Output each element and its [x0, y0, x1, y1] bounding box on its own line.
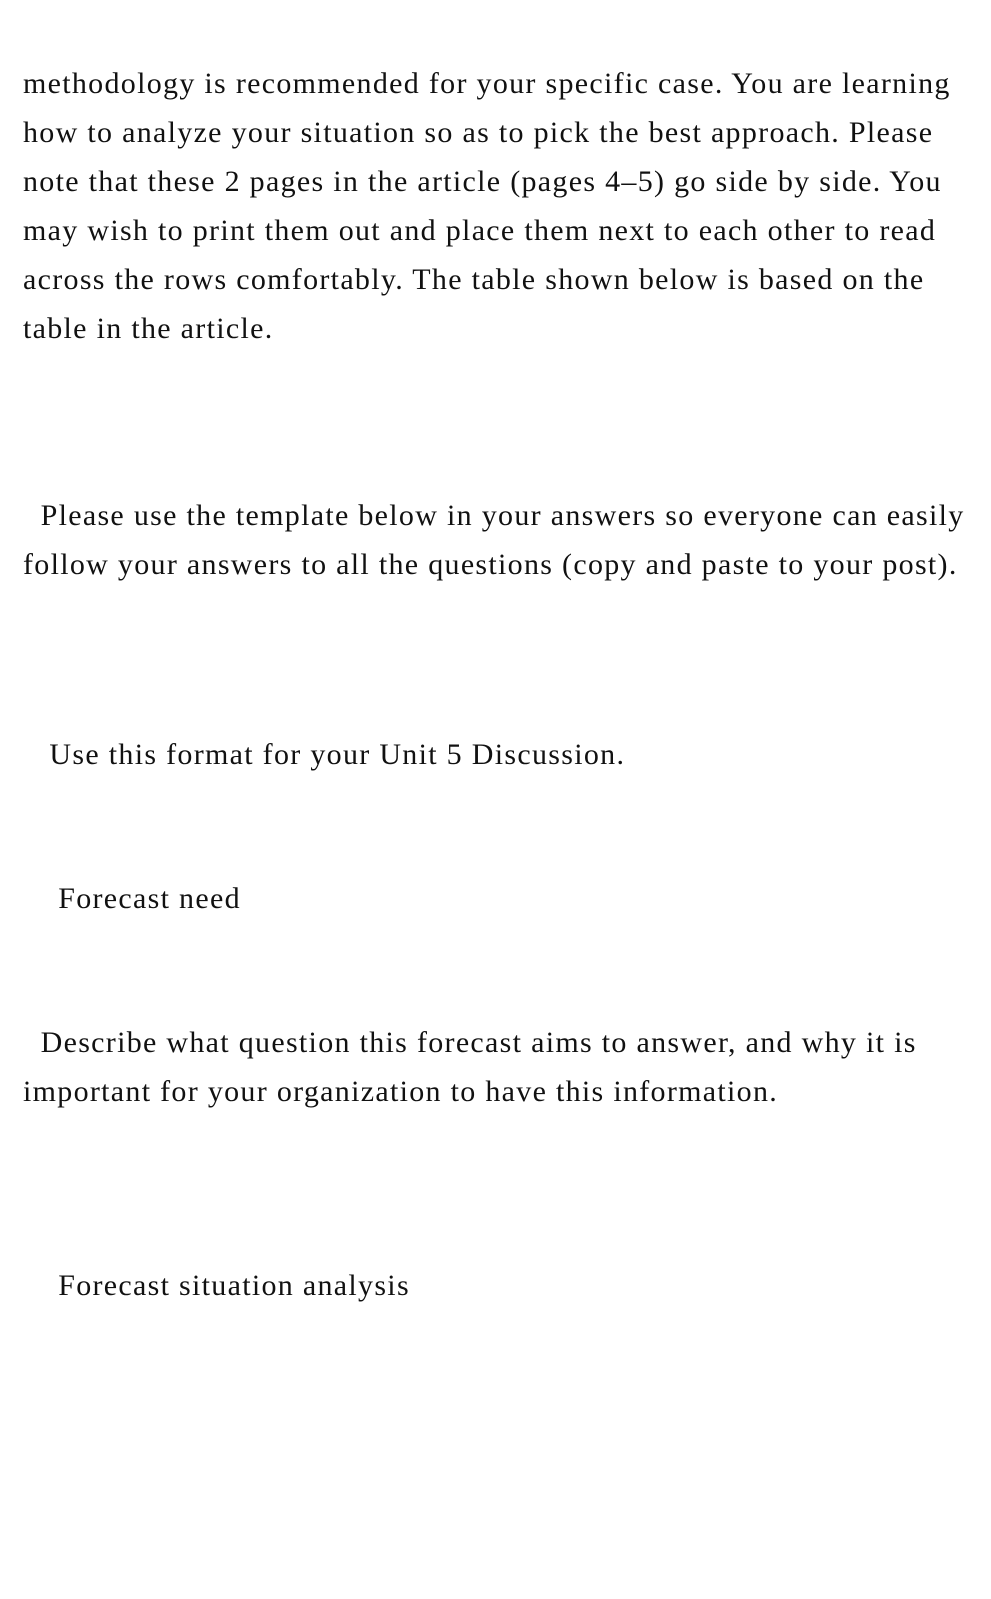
- template-instruction-paragraph: Please use the template below in your answers so everyone can easily follow your answers to all the questions (copy and paste to your post).: [23, 499, 974, 581]
- forecast-need-description: Describe what question this forecast aims to answer, and why it is important for your organization to have this information.: [23, 1026, 926, 1108]
- intro-paragraph: methodology is recommended for your specific case. You are learning how to analyze your situation so as to pick the best approach. Please note that these 2 pages in the article (pages 4–5) go side by side. You may wish to print them out and place them next to each other to read across the rows comfortably. The table shown below is based on the table in the article.: [23, 67, 960, 345]
- format-note-paragraph: Use this format for your Unit 5 Discussion.: [23, 738, 626, 771]
- forecast-situation-heading: Forecast situation analysis: [23, 1269, 410, 1302]
- forecast-need-heading: Forecast need: [23, 882, 241, 915]
